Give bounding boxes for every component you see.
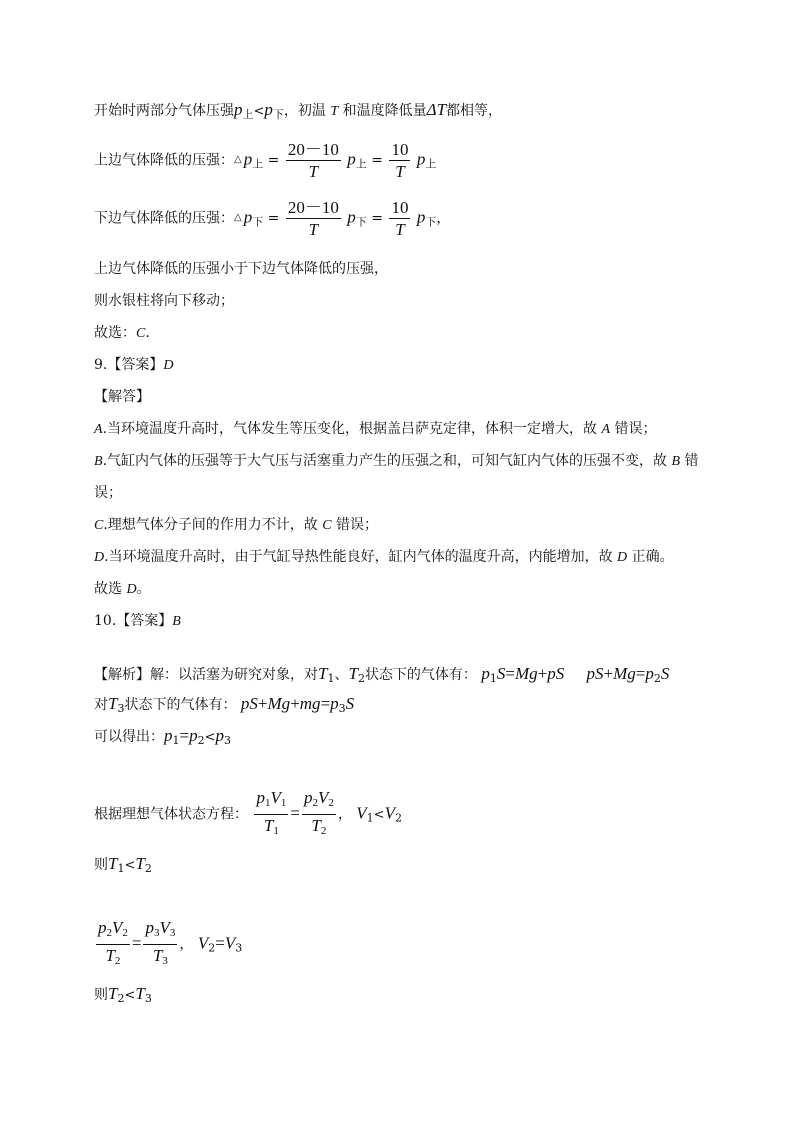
math: ΔT bbox=[426, 100, 447, 119]
math: p bbox=[164, 726, 173, 745]
letter: B bbox=[94, 454, 103, 469]
line-lower-drop: 下边气体降低的压强：△ $p_下$ = $\frac{20-10}{T}$ $p_下$ = $\frac{10}{T}$ $p_下$， bbox=[94, 198, 451, 239]
letter: C bbox=[136, 326, 146, 341]
fraction bbox=[143, 918, 177, 971]
sub: 3 bbox=[117, 702, 125, 715]
text: 【答案】 bbox=[107, 357, 164, 373]
text: 状态下的气体有： bbox=[124, 697, 237, 713]
letter: A bbox=[94, 422, 103, 437]
sub: 1 bbox=[117, 862, 125, 875]
text: .气缸内气体的压强等于大气压与活塞重力产生的压强之和，可知气缸内气体的压强不变，故 bbox=[102, 453, 672, 469]
math: pS bbox=[547, 664, 565, 683]
math: S bbox=[496, 664, 506, 683]
num: 20－10 bbox=[287, 198, 339, 217]
sub: 2 bbox=[653, 672, 661, 685]
text: 则 bbox=[94, 987, 108, 1003]
den: T bbox=[308, 220, 319, 239]
text: 状态下的气体有： bbox=[364, 667, 477, 683]
op: = bbox=[179, 726, 190, 745]
math: Mg bbox=[514, 664, 538, 683]
den: T bbox=[395, 162, 405, 181]
q9-option-b-cont: 误； bbox=[94, 485, 122, 501]
sub: 1 bbox=[172, 734, 180, 747]
fraction bbox=[286, 140, 341, 181]
math: p bbox=[264, 100, 273, 119]
fraction bbox=[389, 140, 410, 181]
sub: 2 bbox=[197, 734, 205, 747]
text: 错 bbox=[680, 453, 699, 469]
op: = bbox=[320, 694, 331, 713]
sub: 下 bbox=[425, 215, 437, 229]
line-upper-drop: 上边气体降低的压强：△ $p_上$ = $\frac{20-10}{T}$ $p_上$ = $\frac{10}{T}$ $p_上$ bbox=[94, 140, 437, 181]
letter: D bbox=[163, 358, 174, 373]
num: $p_3V_3$ bbox=[143, 918, 177, 945]
den: T bbox=[308, 162, 319, 181]
letter: B bbox=[671, 454, 681, 469]
math: T bbox=[135, 854, 145, 873]
sub: 1 bbox=[489, 672, 497, 685]
num: 20－10 bbox=[287, 140, 339, 159]
sub: 1 bbox=[327, 672, 335, 685]
text: 上边气体降低的压强： bbox=[94, 152, 234, 169]
op: = bbox=[215, 933, 225, 953]
letter: C bbox=[94, 518, 104, 533]
math: p bbox=[243, 149, 253, 169]
num: 10 bbox=[391, 198, 409, 217]
math: V bbox=[384, 803, 395, 823]
text: 。 bbox=[136, 581, 151, 597]
op: + bbox=[603, 664, 614, 683]
sub: 2 bbox=[144, 862, 152, 875]
num: $p_2V_2$ bbox=[96, 918, 130, 945]
text: .当环境温度升高时，由于气缸导热性能良好，缸内气体的温度升高，内能增加，故 bbox=[104, 549, 618, 565]
num: 10 bbox=[391, 140, 409, 159]
lt: < bbox=[253, 104, 265, 119]
math: T bbox=[330, 104, 339, 119]
math: S bbox=[345, 694, 355, 713]
sub: 上 bbox=[425, 157, 437, 171]
text: 则 bbox=[94, 857, 108, 873]
delta-icon: △ bbox=[234, 153, 242, 165]
den: T bbox=[395, 220, 405, 239]
text: 根据理想气体状态方程： bbox=[94, 806, 248, 823]
text: 解：以活塞为研究对象，对 bbox=[150, 667, 318, 683]
sub: 2 bbox=[394, 811, 402, 825]
den: $T_2$ bbox=[105, 946, 121, 967]
text: 正确。 bbox=[627, 549, 674, 565]
text: .当环境温度升高时，气体发生等压变化，根据盖吕萨克定律，体积一定增大，故 bbox=[102, 421, 602, 437]
math: p bbox=[347, 207, 356, 227]
line-initial-pressure bbox=[94, 100, 502, 122]
text: ， bbox=[436, 210, 451, 227]
q9-option-b bbox=[94, 450, 698, 470]
text: 错误； bbox=[331, 517, 379, 533]
op: = bbox=[131, 933, 142, 953]
text: 故选 bbox=[94, 581, 127, 597]
sub: 上 bbox=[355, 157, 367, 171]
op: + bbox=[257, 694, 268, 713]
q9-solution-heading: 【解答】 bbox=[94, 389, 150, 405]
fraction bbox=[96, 918, 130, 971]
letter: D bbox=[617, 550, 628, 565]
text: 、 bbox=[334, 667, 349, 683]
sub: 3 bbox=[144, 992, 152, 1005]
text: 和温度降低量 bbox=[342, 103, 427, 119]
letter: D bbox=[126, 582, 137, 597]
q10-state-eq-2: $\frac{p_2V_2}{T_2}$ = $\frac{p_3V_3}{T_3}$ ， $V_2=V_3$ bbox=[94, 918, 242, 971]
text: ，初温 bbox=[283, 103, 331, 119]
text: 【答案】 bbox=[116, 613, 173, 629]
text: .理想气体分子间的作用力不计，故 bbox=[103, 517, 323, 533]
text: 可以得出： bbox=[94, 729, 164, 745]
sub: 1 bbox=[366, 811, 374, 825]
math: Mg bbox=[267, 694, 291, 713]
math: p bbox=[416, 207, 426, 227]
op: + bbox=[290, 694, 300, 713]
math: p bbox=[330, 694, 339, 713]
q10-analysis-3 bbox=[94, 726, 231, 747]
q9-option-a bbox=[94, 418, 656, 438]
text: 都相等， bbox=[446, 103, 503, 119]
math: S bbox=[660, 664, 670, 683]
math: p bbox=[243, 207, 253, 227]
line-move: 则水银柱将向下移动； bbox=[94, 293, 234, 309]
text: 开始时两部分气体压强 bbox=[94, 103, 234, 119]
math: Mg bbox=[613, 664, 636, 683]
sub: 2 bbox=[208, 941, 216, 955]
num: 9. bbox=[94, 357, 108, 373]
text: 下边气体降低的压强： bbox=[94, 210, 234, 227]
sub: 下 bbox=[355, 215, 367, 229]
lt: < bbox=[204, 730, 216, 745]
math: V bbox=[224, 933, 236, 953]
text: . bbox=[145, 325, 150, 341]
letter: A bbox=[601, 422, 611, 437]
lt: < bbox=[373, 807, 385, 823]
q10-answer bbox=[94, 610, 181, 630]
sub: 3 bbox=[235, 941, 243, 955]
math: mg bbox=[299, 694, 321, 713]
math: T bbox=[135, 984, 145, 1003]
fraction bbox=[286, 198, 341, 239]
sub: 下 bbox=[252, 215, 264, 229]
op: = bbox=[635, 664, 646, 683]
lt: < bbox=[124, 858, 136, 873]
math: p bbox=[347, 149, 356, 169]
math: T bbox=[108, 694, 118, 713]
math: p bbox=[215, 726, 224, 745]
math: T bbox=[348, 664, 358, 683]
math: pS bbox=[240, 694, 258, 713]
text: 故选： bbox=[94, 325, 136, 341]
sub: 3 bbox=[338, 702, 346, 715]
math: p bbox=[234, 100, 243, 119]
q9-answer bbox=[94, 354, 173, 374]
delta-icon: △ bbox=[234, 211, 242, 223]
sub: 2 bbox=[357, 672, 365, 685]
lt: < bbox=[124, 988, 136, 1003]
q10-analysis-2 bbox=[94, 694, 354, 715]
den: $T_3$ bbox=[152, 946, 168, 967]
num: $p_1V_1$ bbox=[254, 788, 288, 815]
den: $T_2$ bbox=[311, 816, 327, 837]
q10-state-eq: 根据理想气体状态方程： $\frac{p_1V_1}{T_1}$ = $\frac{p_2V_2}{T_2}$ ， $V_1<V_2$ bbox=[94, 788, 402, 841]
sub: 上 bbox=[252, 157, 264, 171]
math: p bbox=[189, 726, 198, 745]
q9-option-d bbox=[94, 546, 674, 566]
op: + bbox=[537, 664, 548, 683]
den: $T_1$ bbox=[263, 816, 279, 837]
text: 【解析】 bbox=[94, 667, 150, 683]
text: 错误； bbox=[610, 421, 657, 437]
math: p bbox=[645, 664, 654, 683]
text: 对 bbox=[94, 697, 108, 713]
q10-t2-t3 bbox=[94, 984, 152, 1005]
math: p bbox=[416, 149, 426, 169]
math: T bbox=[108, 984, 118, 1003]
sub: 上 bbox=[242, 108, 254, 121]
math: V bbox=[356, 803, 367, 823]
q9-option-c bbox=[94, 514, 378, 534]
letter: D bbox=[94, 550, 105, 565]
op: = bbox=[290, 803, 300, 823]
line-compare: 上边气体降低的压强小于下边气体降低的压强， bbox=[94, 261, 388, 277]
fraction bbox=[389, 198, 410, 239]
fraction bbox=[254, 788, 288, 841]
q10-analysis-1 bbox=[94, 664, 669, 685]
math: V bbox=[197, 933, 209, 953]
line-select-c bbox=[94, 322, 150, 342]
sub: 3 bbox=[224, 734, 231, 747]
sub: 下 bbox=[272, 108, 284, 121]
op: = bbox=[505, 664, 515, 683]
q9-select bbox=[94, 578, 151, 598]
num: $p_2V_2$ bbox=[302, 788, 336, 815]
num: 10. bbox=[94, 613, 117, 629]
letter: B bbox=[172, 614, 181, 629]
q10-t1-t2 bbox=[94, 854, 152, 875]
math: T bbox=[318, 664, 328, 683]
letter: C bbox=[322, 518, 332, 533]
fraction bbox=[302, 788, 336, 841]
sub: 2 bbox=[117, 992, 125, 1005]
math: T bbox=[108, 854, 118, 873]
math: p bbox=[481, 664, 490, 683]
math: pS bbox=[586, 664, 604, 683]
